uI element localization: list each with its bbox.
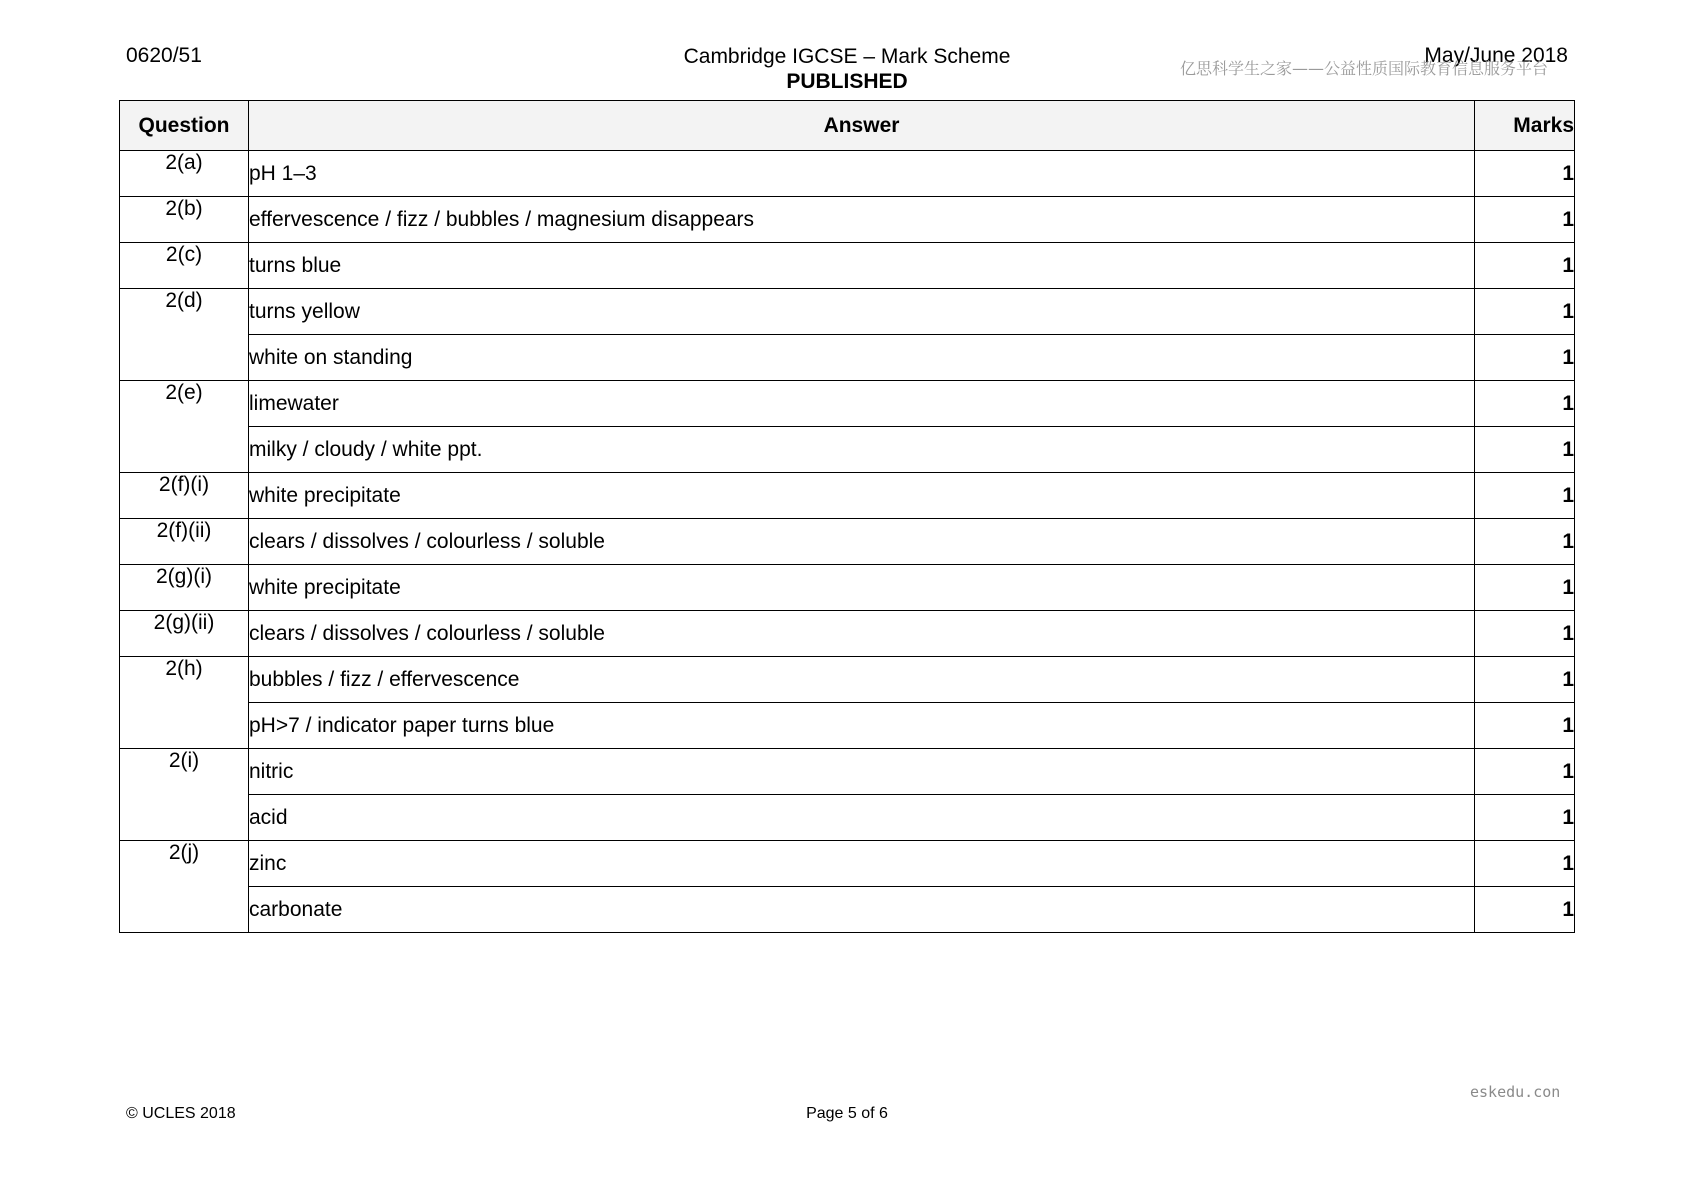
marks-cell: 1 [1475, 565, 1575, 611]
answer-cell: white precipitate [249, 473, 1475, 519]
marks-cell: 1 [1475, 243, 1575, 289]
mark-scheme-table [119, 100, 1575, 933]
table-row [120, 427, 1575, 473]
table-row [120, 841, 1575, 887]
table-row [120, 565, 1575, 611]
answer-cell: effervescence / fizz / bubbles / magnesium disappears [249, 197, 1475, 243]
question-cell: 2(a) [120, 151, 249, 197]
question-cell: 2(c) [120, 243, 249, 289]
answer-cell: acid [249, 795, 1475, 841]
question-cell: 2(j) [120, 841, 249, 933]
marks-cell: 1 [1475, 749, 1575, 795]
marks-cell: 1 [1475, 841, 1575, 887]
table-row [120, 151, 1575, 197]
question-cell: 2(g)(i) [120, 565, 249, 611]
table-row [120, 473, 1575, 519]
marks-cell: 1 [1475, 657, 1575, 703]
answer-cell: turns blue [249, 243, 1475, 289]
answer-cell: white on standing [249, 335, 1475, 381]
table-row [120, 381, 1575, 427]
answer-cell: limewater [249, 381, 1475, 427]
marks-cell: 1 [1475, 427, 1575, 473]
table-row [120, 243, 1575, 289]
copyright: © UCLES 2018 [126, 1105, 236, 1122]
answer-cell: milky / cloudy / white ppt. [249, 427, 1475, 473]
table-row [120, 611, 1575, 657]
marks-cell: 1 [1475, 611, 1575, 657]
answer-column-header: Answer [249, 101, 1475, 151]
table-header-row [120, 101, 1575, 151]
question-cell: 2(i) [120, 749, 249, 841]
published-label: PUBLISHED [786, 70, 908, 93]
answer-cell: pH 1–3 [249, 151, 1475, 197]
marks-cell: 1 [1475, 381, 1575, 427]
table-row [120, 703, 1575, 749]
answer-cell: pH>7 / indicator paper turns blue [249, 703, 1475, 749]
marks-cell: 1 [1475, 887, 1575, 933]
question-column-header: Question [120, 101, 249, 151]
table-row [120, 519, 1575, 565]
watermark-chinese: 亿思科学生之家——公益性质国际教育信息服务平台 [1180, 59, 1549, 78]
answer-cell: zinc [249, 841, 1475, 887]
exam-session: May/June 2018 [1424, 44, 1568, 67]
answer-cell: bubbles / fizz / effervescence [249, 657, 1475, 703]
answer-cell: clears / dissolves / colourless / soluble [249, 611, 1475, 657]
question-cell: 2(h) [120, 657, 249, 749]
marks-cell: 1 [1475, 473, 1575, 519]
document-title: Cambridge IGCSE – Mark Scheme [683, 45, 1011, 68]
marks-cell: 1 [1475, 289, 1575, 335]
table-row [120, 335, 1575, 381]
paper-code: 0620/51 [126, 44, 202, 67]
question-cell: 2(b) [120, 197, 249, 243]
table-row [120, 657, 1575, 703]
question-cell: 2(f)(ii) [120, 519, 249, 565]
table-row [120, 749, 1575, 795]
answer-cell: white precipitate [249, 565, 1475, 611]
marks-cell: 1 [1475, 703, 1575, 749]
table-row [120, 795, 1575, 841]
marks-cell: 1 [1475, 795, 1575, 841]
marks-cell: 1 [1475, 335, 1575, 381]
question-cell: 2(e) [120, 381, 249, 473]
table-row [120, 289, 1575, 335]
answer-cell: clears / dissolves / colourless / soluble [249, 519, 1475, 565]
page-number: Page 5 of 6 [806, 1105, 888, 1122]
marks-cell: 1 [1475, 151, 1575, 197]
answer-cell: turns yellow [249, 289, 1475, 335]
watermark-site: eskedu.con [1470, 1083, 1561, 1101]
table-row [120, 887, 1575, 933]
answer-cell: nitric [249, 749, 1475, 795]
question-cell: 2(f)(i) [120, 473, 249, 519]
table-row [120, 197, 1575, 243]
answer-cell: carbonate [249, 887, 1475, 933]
marks-cell: 1 [1475, 197, 1575, 243]
marks-column-header: Marks [1475, 101, 1575, 151]
question-cell: 2(g)(ii) [120, 611, 249, 657]
question-cell: 2(d) [120, 289, 249, 381]
marks-cell: 1 [1475, 519, 1575, 565]
